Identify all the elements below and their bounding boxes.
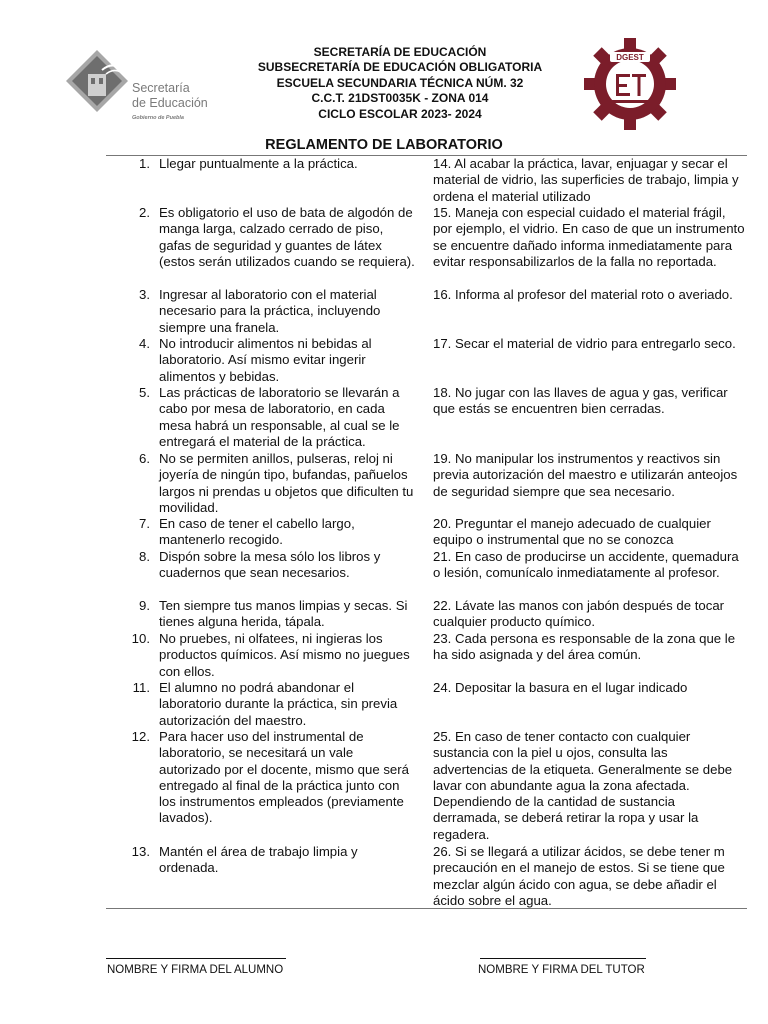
dgest-text: DGEST <box>616 53 644 62</box>
rule-number: 1. <box>139 156 150 171</box>
rule-text: 14. Al acabar la práctica, lavar, enjuagar y secar el material de vidrio, las superficies de trabajo, limpia y ordena el material utilizado <box>433 156 739 204</box>
rule-text: En caso de tener el cabello largo, mantenerlo recogido. <box>159 516 355 548</box>
student-signature-line <box>106 958 286 959</box>
header-line-3: ESCUELA SECUNDARIA TÉCNICA NÚM. 32 <box>276 75 524 90</box>
rule-number: 12. <box>131 729 150 744</box>
school-header <box>200 45 600 122</box>
student-signature-label: NOMBRE Y FIRMA DEL ALUMNO <box>107 964 284 976</box>
rule-number: 6. <box>139 451 150 466</box>
header-line-2: SUBSECRETARÍA DE EDUCACIÓN OBLIGATORIA <box>257 60 543 75</box>
table-bottom-rule <box>106 908 747 909</box>
document-title: REGLAMENTO DE LABORATORIO <box>265 137 503 153</box>
rule-text: 16. Informa al profesor del material roto o averiado. <box>433 287 733 302</box>
rule-text: 15. Maneja con especial cuidado el material frágil, por ejemplo, el vidrio. En caso de que un instrumento se encuentre dañado informa inmediatamente para evitar responsabilizarlos de la falla no reportada. <box>433 205 745 269</box>
rule-number: 5. <box>139 385 150 400</box>
rule-text: 21. En caso de producirse un accidente, quemadura o lesión, comunícalo inmediatamente al profesor. <box>433 549 739 581</box>
rule-text: 23. Cada persona es responsable de la zona que le ha sido asignada y del área común. <box>433 631 736 663</box>
rule-text: 20. Preguntar el manejo adecuado de cualquier equipo o instrumental que no se conozca <box>433 516 711 548</box>
rule-text: 19. No manipular los instrumentos y reactivos sin previa autorización del maestro e utilizarán anteojos de seguridad siempre que sea necesario. <box>433 451 738 499</box>
rule-text: 22. Lávate las manos con jabón después de tocar cualquier producto químico. <box>433 598 725 630</box>
rule-text: 17. Secar el material de vidrio para entregarlo seco. <box>433 336 736 351</box>
secretaria-educacion-logo <box>64 40 214 122</box>
logo-text-2: de Educación <box>132 96 208 110</box>
rule-text: Para hacer uso del instrumental de laboratorio, se necesitará un vale autorizado por el docente, mismo que será entregado al final de la práctica junto con los instrumentos empleados (previamente lavados). <box>159 729 409 826</box>
rule-text: Mantén el área de trabajo limpia y ordenada. <box>159 844 358 876</box>
rule-text: Dispón sobre la mesa sólo los libros y cuadernos que sean necesarios. <box>159 549 381 581</box>
rule-text: Es obligatorio el uso de bata de algodón de manga larga, calzado cerrado de piso, gafas de seguridad y guantes de látex (estos serán utilizados cuando se requiera). <box>159 205 415 269</box>
rule-number: 11. <box>132 680 150 695</box>
rule-text: No pruebes, ni olfatees, ni ingieras los productos químicos. Así mismo no juegues con ellos. <box>159 631 410 679</box>
header-line-5: CICLO ESCOLAR 2023- 2024 <box>318 106 482 121</box>
header-line-4: C.C.T. 21DST0035K - ZONA 014 <box>311 91 489 106</box>
tutor-signature-line <box>480 958 646 959</box>
rule-number: 13. <box>131 844 150 859</box>
rule-text: Ten siempre tus manos limpias y secas. Si tienes alguna herida, tápala. <box>159 598 408 630</box>
rule-text: No se permiten anillos, pulseras, reloj ni joyería de ningún tipo, bufandas, pañuelos largos ni prendas u objetos que dificulten tu movilidad. <box>159 451 414 515</box>
rule-text: 18. No jugar con las llaves de agua y gas, verificar que estás se encuentren bien cerradas. <box>433 385 728 417</box>
rule-text: Ingresar al laboratorio con el material necesario para la práctica, incluyendo siempre una franela. <box>159 287 381 335</box>
rule-text: No introducir alimentos ni bebidas al laboratorio. Así mismo evitar ingerir alimentos y bebidas. <box>159 336 372 384</box>
rule-text: El alumno no podrá abandonar el laboratorio durante la práctica, sin previa autorización del maestro. <box>159 680 398 728</box>
rule-number: 4. <box>139 336 150 351</box>
rule-text: Llegar puntualmente a la práctica. <box>159 156 358 171</box>
rule-number: 2. <box>139 205 150 220</box>
logo-text-3: Gobierno de Puebla <box>132 115 184 121</box>
rule-text: Las prácticas de laboratorio se llevarán a cabo por mesa de laboratorio, en cada mesa habrá un responsable, al cual se le entregará el material de la práctica. <box>159 385 400 449</box>
rule-number: 10. <box>131 631 150 646</box>
rule-text: 24. Depositar la basura en el lugar indicado <box>433 680 688 695</box>
rule-number: 7. <box>139 516 150 531</box>
rule-text: 25. En caso de tener contacto con cualquier sustancia con la piel u ojos, consulta las advertencias de la etiqueta. Generalmente se debe lavar con abundante agua la zona afectada. Dependiendo de la cantidad de sustancia derramada, se deberá retirar la ropa y usar la regadera. <box>433 729 733 842</box>
tutor-signature-label: NOMBRE Y FIRMA DEL TUTOR <box>478 964 645 976</box>
logo-text-1: Secretaría <box>132 81 190 95</box>
rule-text: 26. Si se llegará a utilizar ácidos, se debe tener m precaución en el manejo de estos. Si se tiene que mezclar algún ácido con agua, se debe añadir el ácido sobre el agua. <box>433 844 725 908</box>
rule-number: 3. <box>139 287 150 302</box>
rule-number: 8. <box>139 549 150 564</box>
header-line-1: SECRETARÍA DE EDUCACIÓN <box>313 45 487 59</box>
dgest-gear-logo <box>584 38 676 130</box>
rule-number: 9. <box>139 598 150 613</box>
